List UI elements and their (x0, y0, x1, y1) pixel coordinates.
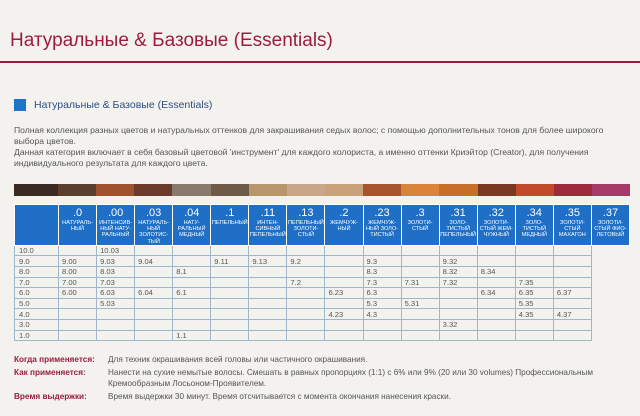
color-swatch (211, 184, 249, 196)
shade-cell: 8.3 (363, 267, 401, 278)
shade-cell (173, 245, 211, 256)
shade-cell (553, 319, 591, 330)
color-swatch (363, 184, 401, 196)
shade-cell: 10.03 (97, 245, 135, 256)
shade-cell (211, 330, 249, 341)
column-code: .11 (260, 207, 276, 219)
column-name: ЗОЛОТИ-СТЫЙ ЖЕМ-ЧУЖНЫЙ (479, 220, 513, 239)
column-code: .2 (339, 207, 349, 219)
column-header (59, 205, 97, 246)
shade-cell (325, 267, 363, 278)
shade-cell (249, 267, 287, 278)
column-code: .35 (564, 207, 580, 219)
level-cell: 3.0 (15, 319, 59, 330)
column-code: .00 (107, 207, 124, 219)
shade-cell (135, 245, 173, 256)
shade-cell: 6.34 (477, 288, 515, 299)
usage-text: Нанести на сухие немытые волосы. Смешать в равных пропорциях (1:1) с 6% или 9% (20 или 30 volumes) Профессиональным Кремообразным Лосьоном-Проявителем. (108, 368, 594, 388)
shade-cell (249, 330, 287, 341)
shade-cell (135, 298, 173, 309)
shade-cell (249, 319, 287, 330)
usage-row (14, 391, 630, 402)
level-cell: 7.0 (15, 277, 59, 288)
shade-cell (287, 267, 325, 278)
shade-cell (401, 309, 439, 320)
level-cell: 10.0 (15, 245, 59, 256)
column-code: .03 (146, 207, 162, 219)
shade-cell (401, 288, 439, 299)
shade-cell (515, 256, 553, 267)
column-header (401, 205, 439, 246)
column-header (477, 205, 515, 246)
shade-cell (553, 245, 591, 256)
shade-cell: 8.00 (59, 267, 97, 278)
shade-cell (173, 319, 211, 330)
shade-cell (287, 330, 325, 341)
color-swatch (14, 184, 58, 196)
shade-cell (97, 319, 135, 330)
shade-cell (401, 319, 439, 330)
shade-cell (135, 330, 173, 341)
usage-label: Как применяется: (14, 368, 86, 377)
color-swatch (401, 184, 439, 196)
shade-cell (477, 245, 515, 256)
usage-row (14, 354, 630, 365)
shade-cell: 6.23 (325, 288, 363, 299)
column-header (135, 205, 173, 246)
shade-cell (173, 256, 211, 267)
shade-cell: 5.03 (97, 298, 135, 309)
table-row (15, 288, 630, 299)
shade-cell (325, 330, 363, 341)
shade-cell (249, 245, 287, 256)
shade-cell (173, 298, 211, 309)
shade-cell: 7.32 (439, 277, 477, 288)
shade-cell (515, 330, 553, 341)
shade-cell: 9.3 (363, 256, 401, 267)
shade-cell (287, 245, 325, 256)
color-swatch (325, 184, 363, 196)
table-row (15, 256, 630, 267)
shade-cell: 7.00 (59, 277, 97, 288)
shade-cell (515, 245, 553, 256)
table-row (15, 319, 630, 330)
color-swatch-strip (14, 184, 630, 196)
shade-cell (553, 267, 591, 278)
shade-cell (211, 288, 249, 299)
shade-cell: 7.35 (515, 277, 553, 288)
shade-cell: 6.04 (135, 288, 173, 299)
column-code: .31 (450, 207, 466, 219)
intro-text (14, 125, 626, 169)
shade-cell: 6.03 (97, 288, 135, 299)
table-row (15, 267, 630, 278)
shade-cell (211, 267, 249, 278)
shade-cell (439, 288, 477, 299)
shade-cell (325, 298, 363, 309)
level-cell: 9.0 (15, 256, 59, 267)
shade-cell: 1.1 (173, 330, 211, 341)
shade-cell (249, 277, 287, 288)
color-swatch (439, 184, 477, 196)
column-code: .3 (415, 207, 425, 219)
shade-cell (173, 277, 211, 288)
usage-text: Для техник окрашивания всей головы или частичного окрашивания. (108, 355, 368, 364)
intro-paragraph: Данная категория включает в себя базовый цветовой 'инструмент' для каждого колориста, а именно оттенки Криэйтор (Creator), для получения индивидуального результата для каждого цвета. (14, 147, 589, 168)
shade-cell (325, 319, 363, 330)
shade-cell (211, 319, 249, 330)
shade-cell (211, 277, 249, 288)
shade-cell (477, 319, 515, 330)
shade-cell: 9.03 (97, 256, 135, 267)
shade-cell (211, 245, 249, 256)
column-code: .1 (225, 207, 235, 219)
shade-cell: 8.1 (173, 267, 211, 278)
shade-cell (287, 288, 325, 299)
shade-cell: 9.2 (287, 256, 325, 267)
column-code: .32 (488, 207, 504, 219)
shade-cell: 9.11 (211, 256, 249, 267)
shade-cell: 6.00 (59, 288, 97, 299)
column-name: ИНТЕНСИВ-НЫЙ НАТУ-РАЛЬНЫЙ (99, 220, 133, 239)
shade-cell (439, 309, 477, 320)
shade-cell: 8.03 (97, 267, 135, 278)
shade-cell (477, 309, 515, 320)
shade-table (14, 204, 630, 341)
column-name: ЗОЛО-ТИСТЫЙ МЕДНЫЙ (521, 220, 547, 239)
column-code: .34 (526, 207, 542, 219)
shade-cell (477, 277, 515, 288)
shade-cell: 4.37 (553, 309, 591, 320)
color-swatch (478, 184, 516, 196)
shade-cell (59, 298, 97, 309)
shade-cell: 4.3 (363, 309, 401, 320)
shade-cell (515, 267, 553, 278)
color-swatch (554, 184, 592, 196)
column-header (173, 205, 211, 246)
column-name: ПЕПЕЛЬНЫЙ (211, 220, 248, 226)
shade-cell (401, 330, 439, 341)
column-name: ЖЕМЧУЖ-НЫЙ ЗОЛО-ТИСТЫЙ (366, 220, 399, 239)
shade-cell (477, 256, 515, 267)
shade-cell: 8.32 (439, 267, 477, 278)
shade-cell (97, 330, 135, 341)
shade-cell: 5.3 (363, 298, 401, 309)
column-header (287, 205, 325, 246)
level-cell: 4.0 (15, 309, 59, 320)
shade-cell (59, 309, 97, 320)
usage-legend (14, 354, 630, 404)
column-name: ЗОЛОТИ-СТЫЙ МАХАГОН (558, 220, 586, 239)
shade-cell (135, 267, 173, 278)
shade-cell: 6.37 (553, 288, 591, 299)
column-header (325, 205, 363, 246)
shade-cell: 7.3 (363, 277, 401, 288)
shade-cell: 4.23 (325, 309, 363, 320)
level-cell: 6.0 (15, 288, 59, 299)
shade-cell (97, 309, 135, 320)
shade-cell: 6.3 (363, 288, 401, 299)
shade-cell (287, 309, 325, 320)
column-name: ЗОЛО-ТИСТЫЙ ПЕПЕЛЬНЫЙ (440, 220, 477, 239)
column-header (591, 205, 629, 246)
shade-cell (135, 277, 173, 288)
shade-cell (249, 298, 287, 309)
column-code: .13 (298, 207, 314, 219)
column-header (553, 205, 591, 246)
shade-cell (553, 330, 591, 341)
shade-cell (249, 288, 287, 299)
column-name: НАТУРАЛЬ-НЫЙ ЗОЛОТИС-ТЫЙ (138, 220, 170, 245)
shade-cell: 7.2 (287, 277, 325, 288)
shade-cell: 4.35 (515, 309, 553, 320)
table-header-row (15, 205, 630, 246)
shade-cell (211, 298, 249, 309)
column-name: ИНТЕН-СИВНЫЙ ПЕПЕЛЬНЫЙ (249, 220, 286, 239)
shade-cell: 9.00 (59, 256, 97, 267)
column-name: НАТУ-РАЛЬНЫЙ МЕДНЫЙ (177, 220, 206, 239)
column-code: .37 (602, 207, 619, 219)
shade-cell: 9.13 (249, 256, 287, 267)
shade-cell (439, 298, 477, 309)
shade-cell: 7.03 (97, 277, 135, 288)
level-cell: 8.0 (15, 267, 59, 278)
column-name: ПЕПЕЛЬНЫЙ ЗОЛОТИ-СТЫЙ (287, 220, 324, 239)
section-title: Натуральные & Базовые (Essentials) (34, 99, 213, 111)
level-header (15, 205, 59, 246)
section-square-icon (14, 99, 26, 111)
shade-cell (553, 298, 591, 309)
shade-cell: 8.34 (477, 267, 515, 278)
level-cell: 1.0 (15, 330, 59, 341)
shade-cell (59, 245, 97, 256)
shade-cell (173, 309, 211, 320)
color-swatch (134, 184, 172, 196)
shade-cell (401, 245, 439, 256)
shade-cell: 6.35 (515, 288, 553, 299)
shade-cell (135, 309, 173, 320)
shade-cell (363, 330, 401, 341)
table-row (15, 330, 630, 341)
usage-row (14, 367, 630, 389)
column-name: ЖЕМЧУЖ-НЫЙ (330, 220, 358, 233)
column-header (211, 205, 249, 246)
color-swatch (172, 184, 210, 196)
shade-cell (439, 245, 477, 256)
column-header (515, 205, 553, 246)
title-divider (0, 61, 640, 63)
shade-cell (287, 319, 325, 330)
color-swatch (592, 184, 630, 196)
shade-cell (287, 298, 325, 309)
usage-label: Время выдержки: (14, 392, 87, 401)
shade-cell: 5.35 (515, 298, 553, 309)
usage-text: Время выдержки 30 минут. Время отсчитывается с момента окончания нанесения краски. (108, 392, 451, 401)
shade-cell (363, 319, 401, 330)
shade-cell (135, 319, 173, 330)
shade-cell (553, 256, 591, 267)
shade-cell (515, 319, 553, 330)
shade-cell (439, 330, 477, 341)
column-header (439, 205, 477, 246)
shade-cell: 7.31 (401, 277, 439, 288)
column-code: .04 (184, 207, 200, 219)
shade-cell (477, 298, 515, 309)
color-swatch (58, 184, 96, 196)
column-name: НАТУРАЛЬ-НЫЙ (62, 220, 93, 233)
column-code: .0 (72, 207, 83, 219)
shade-cell (363, 245, 401, 256)
shade-cell: 9.32 (439, 256, 477, 267)
column-header (97, 205, 135, 246)
column-code: .23 (374, 207, 390, 219)
shade-cell (59, 319, 97, 330)
color-swatch (249, 184, 287, 196)
shade-cell: 3.32 (439, 319, 477, 330)
shade-cell (401, 267, 439, 278)
shade-cell (59, 330, 97, 341)
table-row (15, 298, 630, 309)
shade-cell (325, 245, 363, 256)
shade-cell: 6.1 (173, 288, 211, 299)
shade-cell (211, 309, 249, 320)
color-swatch (516, 184, 554, 196)
color-swatch (287, 184, 325, 196)
table-row (15, 309, 630, 320)
color-swatch (96, 184, 134, 196)
shade-cell (249, 309, 287, 320)
shade-cell (325, 277, 363, 288)
column-header (249, 205, 287, 246)
shade-cell (401, 256, 439, 267)
level-cell: 5.0 (15, 298, 59, 309)
shade-cell (477, 330, 515, 341)
usage-label: Когда применяется: (14, 355, 95, 364)
shade-cell (553, 277, 591, 288)
page-title: Натуральные & Базовые (Essentials) (10, 30, 333, 51)
intro-paragraph: Полная коллекция разных цветов и натуральных оттенков для закрашивания седых волос; с помощью дополнительных тонов для более широкого выбора цветов. (14, 125, 604, 146)
table-row (15, 277, 630, 288)
shade-cell: 9.04 (135, 256, 173, 267)
column-name: ЗОЛОТИ-СТЫЙ (407, 220, 433, 233)
table-row (15, 245, 630, 256)
shade-cell (325, 256, 363, 267)
shade-cell: 5.31 (401, 298, 439, 309)
column-header (363, 205, 401, 246)
column-name: ЗОЛОТИ-СТЫЙ ФИО-ЛЕТОВЫЙ (594, 220, 627, 239)
